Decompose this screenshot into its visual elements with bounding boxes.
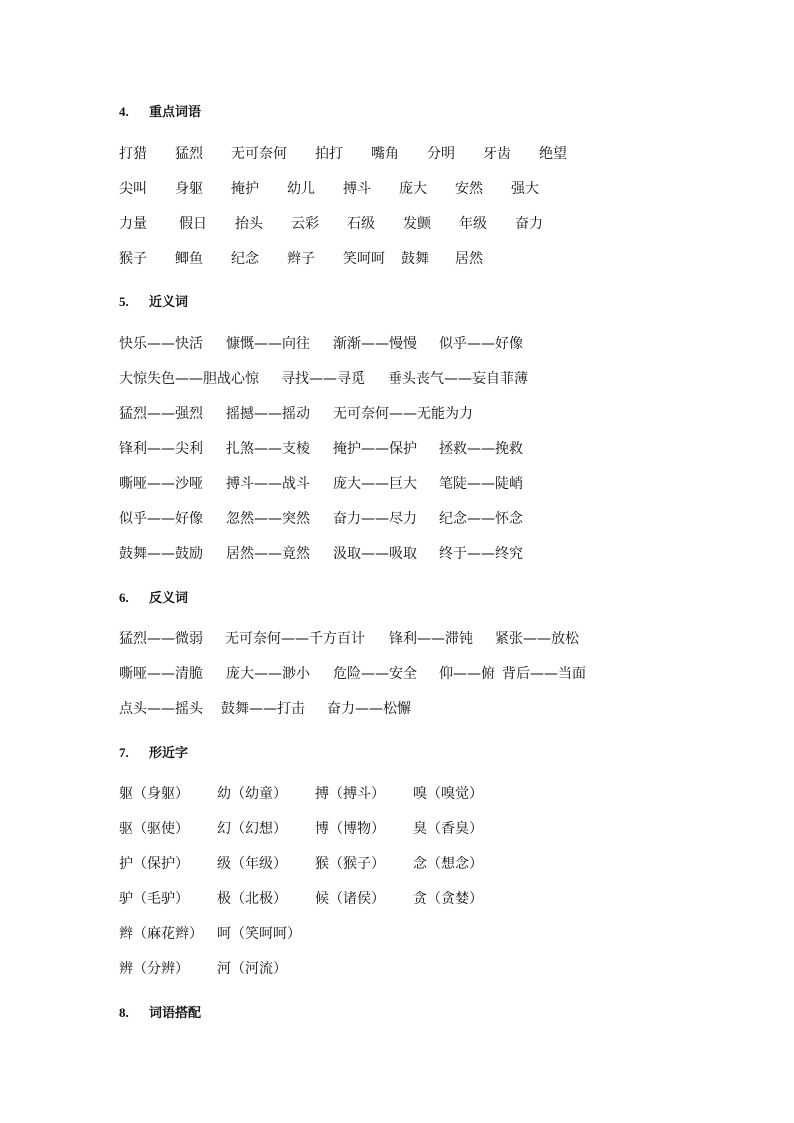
word-pair: 汲取——吸取 <box>333 546 417 562</box>
char-item: 猴（猴子） <box>315 856 385 872</box>
word: 绝望 <box>539 146 567 162</box>
char-item: 博（博物） <box>315 821 385 837</box>
word: 鼓舞 <box>401 251 429 267</box>
word: 拍打 <box>315 146 343 162</box>
word-pair: 掩护——保护 <box>333 441 417 457</box>
word-pair: 庞大——渺小 <box>226 666 310 682</box>
word: 猴子 <box>119 251 147 267</box>
word: 安然 <box>455 181 483 197</box>
word: 强大 <box>511 181 539 197</box>
word: 发颤 <box>403 216 431 232</box>
section-title: 形近字 <box>149 746 189 761</box>
word-pair: 纪念——怀念 <box>439 511 523 527</box>
section-number: 7. <box>119 745 129 760</box>
char-row <box>119 888 483 910</box>
word-row <box>119 248 511 270</box>
word: 云彩 <box>291 216 319 232</box>
char-item: 臭（香臭） <box>413 821 483 837</box>
word: 幼儿 <box>287 181 315 197</box>
char-row <box>119 818 483 840</box>
word-row <box>119 438 523 460</box>
word-pair: 摇撼——摇动 <box>226 406 310 422</box>
char-item: 候（诸侯） <box>315 891 385 907</box>
word: 居然 <box>455 251 483 267</box>
word-pair: 忽然——突然 <box>226 511 310 527</box>
word-pair: 嘶哑——清脆 <box>119 666 203 682</box>
word-pair: 居然——竟然 <box>226 546 310 562</box>
word-pair: 奋力——尽力 <box>333 511 417 527</box>
section-heading-4 <box>119 103 201 122</box>
section-title: 词语搭配 <box>149 1006 202 1021</box>
word-pair: 背后——当面 <box>502 666 586 682</box>
char-item: 护（保护） <box>119 856 189 872</box>
word-pair: 笔陡——陡峭 <box>439 476 523 492</box>
word: 猛烈 <box>175 146 203 162</box>
char-row <box>119 958 287 980</box>
word: 身躯 <box>175 181 203 197</box>
word-pair: 鼓舞——鼓励 <box>119 546 203 562</box>
word-pair: 无可奈何——无能为力 <box>333 406 473 422</box>
char-item: 辫（麻花辫） <box>119 926 203 942</box>
section-number: 4. <box>119 104 129 119</box>
word-pair: 似乎——好像 <box>119 511 203 527</box>
word: 掩护 <box>231 181 259 197</box>
word-row <box>119 143 595 165</box>
word-row <box>119 698 411 720</box>
word-row <box>119 543 523 565</box>
word-pair: 搏斗——战斗 <box>226 476 310 492</box>
word: 嘴角 <box>371 146 399 162</box>
word-row <box>119 663 586 685</box>
char-item: 嗅（嗅觉） <box>413 786 483 802</box>
word-pair: 慷慨——向往 <box>226 336 310 352</box>
section-title: 重点词语 <box>149 105 202 120</box>
word: 笑呵呵 <box>343 251 385 267</box>
section-heading-7 <box>119 744 188 763</box>
char-item: 躯（身躯） <box>119 786 189 802</box>
word-row <box>119 178 567 200</box>
section-heading-5 <box>119 293 188 312</box>
word-pair: 寻找——寻觅 <box>281 371 365 387</box>
char-item: 驱（驱使） <box>119 821 189 837</box>
word-row <box>119 508 523 530</box>
section-number: 8. <box>119 1005 129 1020</box>
word-pair: 快乐——快活 <box>119 336 203 352</box>
word-pair: 点头——摇头 <box>119 701 203 717</box>
word-pair: 似乎——好像 <box>439 336 523 352</box>
word-pair: 猛烈——微弱 <box>119 631 203 647</box>
char-item: 河（河流） <box>217 961 287 977</box>
char-item: 幻（幻想） <box>217 821 287 837</box>
word: 年级 <box>459 216 487 232</box>
section-number: 6. <box>119 590 129 605</box>
word-pair: 锋利——尖利 <box>119 441 203 457</box>
word-pair: 渐渐——慢慢 <box>333 336 417 352</box>
char-item: 驴（毛驴） <box>119 891 189 907</box>
char-item: 贪（贪婪） <box>413 891 483 907</box>
word: 辫子 <box>287 251 315 267</box>
word: 搏斗 <box>343 181 371 197</box>
word-pair: 庞大——巨大 <box>333 476 417 492</box>
word-row <box>119 368 528 390</box>
word-row <box>119 473 523 495</box>
section-number: 5. <box>119 294 129 309</box>
char-row <box>119 783 483 805</box>
word-pair: 无可奈何——千方百计 <box>225 631 365 647</box>
word: 牙齿 <box>483 146 511 162</box>
word-pair: 鼓舞——打击 <box>221 701 305 717</box>
word-pair: 猛烈——强烈 <box>119 406 203 422</box>
word-pair: 危险——安全 <box>333 666 417 682</box>
word-pair: 终于——终究 <box>439 546 523 562</box>
word-pair: 紧张——放松 <box>495 631 579 647</box>
word-pair: 扎煞——支棱 <box>226 441 310 457</box>
word-pair: 仰——俯 <box>439 666 495 682</box>
word: 分明 <box>427 146 455 162</box>
word: 石级 <box>347 216 375 232</box>
char-row <box>119 923 301 945</box>
word: 鲫鱼 <box>175 251 203 267</box>
word: 纪念 <box>231 251 259 267</box>
char-item: 级（年级） <box>217 856 287 872</box>
word: 尖叫 <box>119 181 147 197</box>
word-pair: 奋力——松懈 <box>327 701 411 717</box>
char-item: 搏（搏斗） <box>315 786 385 802</box>
word: 庞大 <box>399 181 427 197</box>
word-pair: 拯救——挽救 <box>439 441 523 457</box>
char-item: 幼（幼童） <box>217 786 287 802</box>
word: 打猎 <box>119 146 147 162</box>
section-heading-8 <box>119 1004 201 1023</box>
section-title: 近义词 <box>149 295 189 310</box>
char-item: 呵（笑呵呵） <box>217 926 301 942</box>
word-row <box>119 333 523 355</box>
word-pair: 大惊失色——胆战心惊 <box>119 371 259 387</box>
word-row <box>119 213 571 235</box>
word: 奋力 <box>515 216 543 232</box>
char-item: 辨（分辨） <box>119 961 189 977</box>
word-pair: 锋利——滞钝 <box>389 631 473 647</box>
section-title: 反义词 <box>149 591 189 606</box>
word: 无可奈何 <box>231 146 287 162</box>
word-pair: 嘶哑——沙哑 <box>119 476 203 492</box>
section-heading-6 <box>119 589 188 608</box>
word-row <box>119 403 473 425</box>
char-item: 念（想念） <box>413 856 483 872</box>
word: 抬头 <box>235 216 263 232</box>
word: 力量 <box>119 216 147 232</box>
char-item: 极（北极） <box>217 891 287 907</box>
word-row <box>119 628 579 650</box>
char-row <box>119 853 483 875</box>
word: 假日 <box>179 216 207 232</box>
word-pair: 垂头丧气——妄自菲薄 <box>388 371 528 387</box>
